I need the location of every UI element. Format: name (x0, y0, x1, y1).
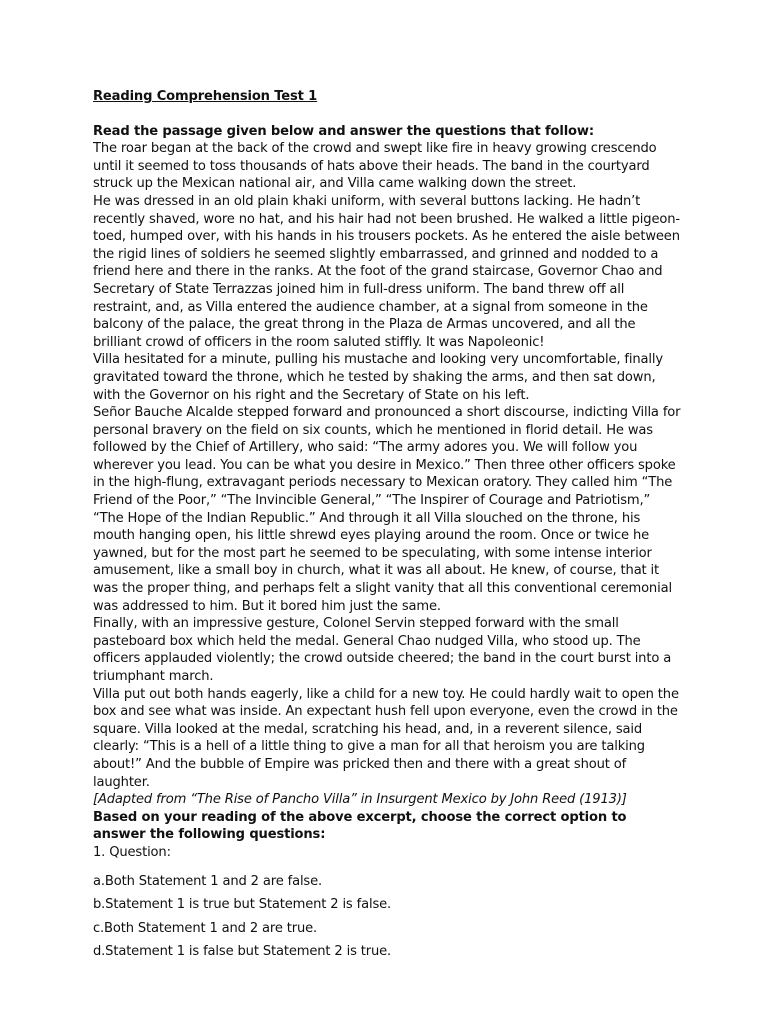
instruction-text: Read the passage given below and answer the questions that follow: (93, 123, 594, 139)
question-label: 1. Question: (93, 844, 171, 860)
answer-option-b[interactable]: b.Statement 1 is true but Statement 2 is false. (93, 897, 392, 913)
document-title: Reading Comprehension Test 1 (93, 89, 318, 104)
document-content (93, 88, 681, 967)
passage-paragraph-3: Villa hesitated for a minute, pulling his mustache and looking very uncomfortable, finally gravitated toward the throne, which he tested by shaking the arms, and then sat down, with the Governor on his right and the Secretary of State on his left. (93, 352, 663, 403)
passage-paragraph-2: He was dressed in an old plain khaki uniform, with several buttons lacking. He hadn’t recently shaved, wore no hat, and his hair had not been brushed. He walked a little pigeon-toed, humped over, with his hands in his trousers pockets. As he entered the aisle between the rigid lines of soldiers he seemed slightly embarrassed, and grinned and nodded to a friend here and there in the ranks. At the foot of the grand staircase, Governor Chao and Secretary of State Terrazzas joined him in full-dress uniform. The band threw off all restraint, and, as Villa entered the audience chamber, at a signal from someone in the balcony of the palace, the great throng in the Plaza de Armas uncovered, and all the brilliant crowd of officers in the room saluted stiffly. It was Napoleonic! (93, 193, 680, 350)
questions-heading: Based on your reading of the above excerpt, choose the correct option to answer the following questions: (93, 809, 627, 843)
passage-paragraph-4: Señor Bauche Alcalde stepped forward and pronounced a short discourse, indicting Villa for personal bravery on the field on six counts, which he mentioned in florid detail. He was followed by the Chief of Artillery, who said: “The army adores you. We will follow you wherever you lead. You can be what you desire in Mexico.” Then three other officers spoke in the high-flung, extravagant periods necessary to Mexican oratory. They called him “The Friend of the Poor,” “The Invincible General,” “The Inspirer of Courage and Patriotism,” “The Hope of the Indian Republic.” And through it all Villa slouched on the throne, his mouth hanging open, his little shrewd eyes playing around the room. Once or twice he yawned, but for the most part he seemed to be speculating, with some intense interior amusement, like a small boy in church, what it was all about. He knew, of course, that it was the proper thing, and perhaps felt a slight vanity that all this conventional ceremonial was addressed to him. But it bored him just the same. (93, 405, 681, 614)
answer-options (93, 873, 681, 961)
passage-paragraph-5: Finally, with an impressive gesture, Colonel Servin stepped forward with the small pasteboard box which held the medal. General Chao nudged Villa, who stood up. The officers applauded violently; the crowd outside cheered; the band in the court burst into a triumphant march. (93, 616, 672, 684)
answer-option-c[interactable]: c.Both Statement 1 and 2 are true. (93, 920, 318, 936)
answer-option-a[interactable]: a.Both Statement 1 and 2 are false. (93, 873, 323, 889)
passage-paragraph-1: The roar began at the back of the crowd and swept like fire in heavy growing crescendo until it seemed to toss thousands of hats above their heads. The band in the courtyard struck up the Mexican national air, and Villa came walking down the street. (93, 141, 657, 192)
source-citation: [Adapted from “The Rise of Pancho Villa” in Insurgent Mexico by John Reed (1913)] (93, 792, 627, 808)
answer-option-d[interactable]: d.Statement 1 is false but Statement 2 is true. (93, 944, 392, 960)
passage-paragraph-6: Villa put out both hands eagerly, like a child for a new toy. He could hardly wait to open the box and see what was inside. An expectant hush fell upon everyone, even the crowd in the square. Villa looked at the medal, scratching his head, and, in a reverent silence, said clearly: “This is a hell of a little thing to give a man for all that heroism you are talking about!” And the bubble of Empire was pricked then and there with a great shout of laughter. (93, 686, 679, 790)
